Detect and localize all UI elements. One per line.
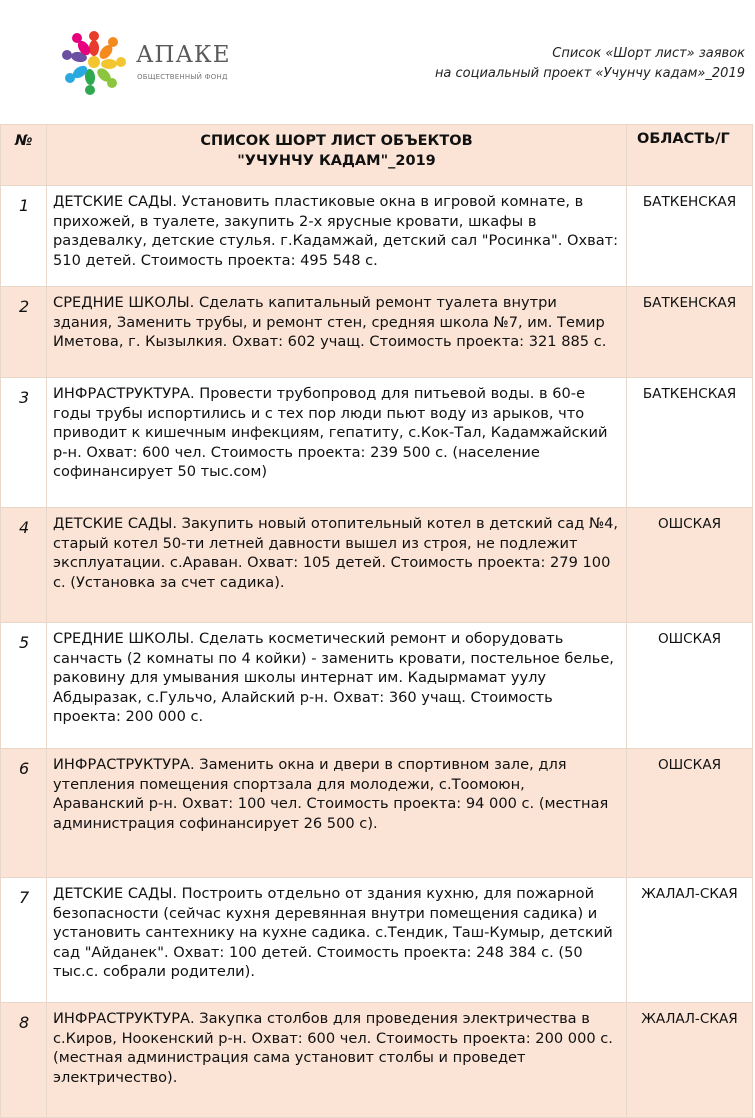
row-number: 3: [1, 378, 47, 508]
row-region: ЖАЛАЛ-СКАЯ: [627, 1003, 753, 1118]
row-region: БАТКЕНСКАЯ: [627, 287, 753, 378]
document-caption: [435, 44, 745, 84]
title-line-2: "УЧУНЧУ КАДАМ"_2019: [237, 153, 436, 169]
table-row: [1, 186, 753, 287]
row-number: 6: [1, 749, 47, 878]
logo: [60, 28, 240, 98]
row-description: СРЕДНИЕ ШКОЛЫ. Сделать капитальный ремонт туалета внутри здания, Заменить трубы, и ремонт стен, средняя школа №7, им. Темир Иметова, г. Кызылкия. Охват: 602 учащ. Стоимость проекта: 321 885 с.: [47, 287, 627, 378]
row-region: БАТКЕНСКАЯ: [627, 378, 753, 508]
logo-title: АПАКЕ: [136, 42, 231, 68]
shortlist-table: [0, 124, 753, 1118]
table-header-row: [1, 125, 753, 186]
row-number: 1: [1, 186, 47, 287]
caption-line-2: на социальный проект «Учунчу кадам»_2019: [434, 66, 745, 81]
row-description: ДЕТСКИЕ САДЫ. Закупить новый отопительный котел в детский сад №4, старый котел 50-ти летней давности вышел из строя, не подлежит эксплуатации. с.Араван. Охват: 105 детей. Стоимость проекта: 279 100 с. (Установка за счет садика).: [47, 508, 627, 623]
row-description: ИНФРАСТРУКТУРА. Провести трубопровод для питьевой воды. в 60-е годы трубы испортились и с тех пор люди пьют воду из арыков, что приводит к кишечным инфекциям, гепатиту, с.Кок-Тал, Кадамжайский р-н. Охват: 600 чел. Стоимость проекта: 239 500 с. (население софинансирует 50 тыс.сом): [47, 378, 627, 508]
row-description: СРЕДНИЕ ШКОЛЫ. Сделать косметический ремонт и оборудовать санчасть (2 комнаты по 4 койки) - заменить кровати, постельное белье, раковину для умывания школы интернат им. Кадырмамат уулу Абдыразак, с.Гульчо, Алайский р-н. Охват: 360 учащ. Стоимость проекта: 200 000 с.: [47, 623, 627, 749]
column-header-number: №: [1, 125, 47, 186]
caption-line-1: Список «Шорт лист» заявок: [552, 46, 745, 61]
row-region: ОШСКАЯ: [627, 623, 753, 749]
row-number: 2: [1, 287, 47, 378]
title-line-1: СПИСОК ШОРТ ЛИСТ ОБЪЕКТОВ: [200, 133, 473, 149]
row-description: ДЕТСКИЕ САДЫ. Построить отдельно от здания кухню, для пожарной безопасности (сейчас кухня деревянная внутри помещения садика) и установить сантехнику на кухне садика. с.Тендик, Таш-Кумыр, детский сад "Айданек". Охват: 100 детей. Стоимость проекта: 248 384 с. (50 тыс.с. собрали родители).: [47, 878, 627, 1003]
table-row: [1, 749, 753, 878]
row-number: 4: [1, 508, 47, 623]
row-region: ЖАЛАЛ-СКАЯ: [627, 878, 753, 1003]
row-region: БАТКЕНСКАЯ: [627, 186, 753, 287]
column-header-region: ОБЛАСТЬ/Г: [627, 125, 753, 186]
table-row: [1, 623, 753, 749]
table-row: [1, 508, 753, 623]
row-number: 7: [1, 878, 47, 1003]
row-region: ОШСКАЯ: [627, 749, 753, 878]
table-row: [1, 1003, 753, 1118]
table-row: [1, 878, 753, 1003]
logo-subtitle: ОБЩЕСТВЕННЫЙ ФОНД: [137, 73, 228, 81]
row-description: ДЕТСКИЕ САДЫ. Установить пластиковые окна в игровой комнате, в прихожей, в туалете, закупить 2-х ярусные кровати, шкафы в раздевалку, детские стулья. г.Кадамжай, детский сал "Росинка". Охват: 510 детей. Стоимость проекта: 495 548 с.: [47, 186, 627, 287]
logo-mark-icon: [60, 28, 128, 96]
row-description: ИНФРАСТРУКТУРА. Заменить окна и двери в спортивном зале, для утепления помещения спортзала для молодежи, с.Тоомоюн, Араванский р-н. Охват: 100 чел. Стоимость проекта: 94 000 с. (местная администрация софинансирует 26 500 с).: [47, 749, 627, 878]
table-row: [1, 378, 753, 508]
column-header-title: [47, 125, 627, 186]
row-description: ИНФРАСТРУКТУРА. Закупка столбов для проведения электричества в с.Киров, Ноокенский р-н. Охват: 600 чел. Стоимость проекта: 200 000 с. (местная администрация сама установит столбы и проведет электричество).: [47, 1003, 627, 1118]
page-header: [0, 0, 755, 120]
row-region: ОШСКАЯ: [627, 508, 753, 623]
row-number: 5: [1, 623, 47, 749]
table-row: [1, 287, 753, 378]
row-number: 8: [1, 1003, 47, 1118]
